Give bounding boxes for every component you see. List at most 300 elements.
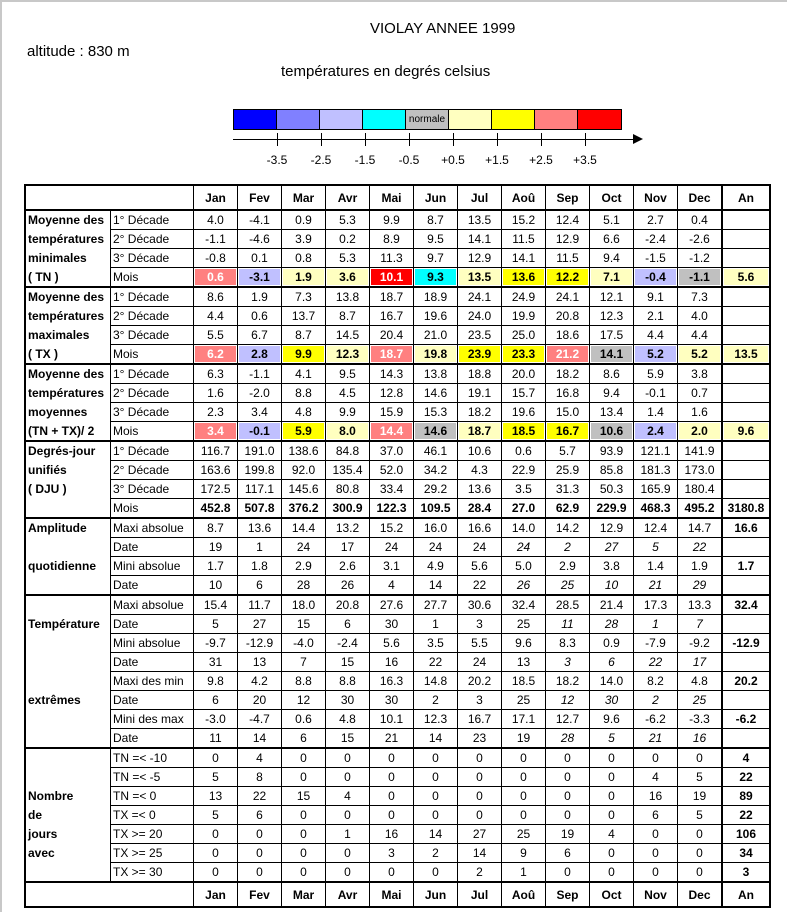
value-cell: 1.8 <box>238 557 282 576</box>
column-header: Oct <box>590 185 634 210</box>
value-cell: 0 <box>546 748 590 768</box>
column-header: Jan <box>194 882 238 907</box>
legend-swatch <box>277 110 320 129</box>
value-cell <box>326 422 370 442</box>
value-cell: 34.2 <box>414 461 458 480</box>
value-cell <box>238 345 282 365</box>
value-cell <box>722 691 770 710</box>
value-cell: 21 <box>634 729 678 749</box>
value-cell: 0 <box>238 863 282 883</box>
value-cell: 14.1 <box>458 230 502 249</box>
value-cell: 0 <box>502 806 546 825</box>
value-cell: 6 <box>326 615 370 634</box>
value-cell <box>722 615 770 634</box>
legend-tick <box>497 133 498 146</box>
value-cell: 16.6 <box>458 518 502 538</box>
value-cell: 199.8 <box>238 461 282 480</box>
anomaly-value: 7.1 <box>591 269 632 285</box>
anomaly-value: 16.7 <box>547 423 588 439</box>
value-cell: 4 <box>590 825 634 844</box>
legend-tick-label: +2.5 <box>529 153 553 167</box>
value-cell: 14.0 <box>590 672 634 691</box>
value-cell: 29 <box>678 576 723 596</box>
legend-tick <box>321 133 322 146</box>
value-cell: 16.6 <box>722 518 770 538</box>
value-cell: 89 <box>722 787 770 806</box>
value-cell: 0.9 <box>590 634 634 653</box>
value-cell: 13.5 <box>458 210 502 230</box>
value-cell: 9.9 <box>326 403 370 422</box>
value-cell: 24 <box>282 538 326 557</box>
value-cell <box>502 422 546 442</box>
value-cell: 19.6 <box>502 403 546 422</box>
value-cell: 23 <box>458 729 502 749</box>
column-header: An <box>722 185 770 210</box>
legend-swatch <box>578 110 621 129</box>
value-cell: 15.4 <box>194 595 238 615</box>
column-header: Dec <box>678 185 723 210</box>
value-cell <box>458 345 502 365</box>
value-cell: 0.6 <box>282 710 326 729</box>
legend-axis <box>233 139 633 140</box>
value-cell: 25.9 <box>546 461 590 480</box>
value-cell: 14 <box>414 576 458 596</box>
value-cell: 4 <box>370 576 414 596</box>
value-cell: -1.2 <box>678 249 723 268</box>
value-cell <box>502 345 546 365</box>
value-cell: 0 <box>634 844 678 863</box>
anomaly-value: 2.4 <box>635 423 676 439</box>
anomaly-value: 5.9 <box>283 423 324 439</box>
section-label: avec <box>25 844 111 863</box>
value-cell: 5 <box>678 768 723 787</box>
value-cell: 0.8 <box>282 249 326 268</box>
section-label <box>25 710 111 729</box>
value-cell: 24.9 <box>502 287 546 307</box>
value-cell: 32.4 <box>502 595 546 615</box>
section-label: extrêmes <box>25 691 111 710</box>
value-cell: 22 <box>458 576 502 596</box>
anomaly-value: 1.9 <box>283 269 324 285</box>
anomaly-value: 3.6 <box>327 269 368 285</box>
value-cell <box>194 268 238 288</box>
value-cell: 11.5 <box>502 230 546 249</box>
value-cell: 11 <box>194 729 238 749</box>
value-cell: 0.4 <box>678 210 723 230</box>
row-label: Mois <box>111 422 194 442</box>
value-cell <box>282 422 326 442</box>
arrow-right-icon <box>633 134 643 144</box>
value-cell <box>722 326 770 345</box>
value-cell: 13.8 <box>326 287 370 307</box>
value-cell <box>722 576 770 596</box>
value-cell: 116.7 <box>194 441 238 461</box>
value-cell: -0.1 <box>634 384 678 403</box>
value-cell: 30 <box>370 691 414 710</box>
value-cell: 1 <box>634 615 678 634</box>
section-label <box>25 595 111 615</box>
value-cell: 0 <box>590 787 634 806</box>
value-cell: 11.3 <box>370 249 414 268</box>
anomaly-value: 13.5 <box>459 269 500 285</box>
value-cell <box>634 422 678 442</box>
section-label <box>25 653 111 672</box>
legend-tick-label: -2.5 <box>310 153 332 167</box>
table-row <box>25 844 770 863</box>
value-cell: 34 <box>722 844 770 863</box>
corner-cell <box>25 185 194 210</box>
section-label: Température <box>25 615 111 634</box>
value-cell <box>678 268 723 288</box>
value-cell: 14.1 <box>502 249 546 268</box>
value-cell <box>546 268 590 288</box>
section-label: Moyenne des <box>25 287 111 307</box>
legend-swatch <box>492 110 535 129</box>
row-label: TN =< 0 <box>111 787 194 806</box>
value-cell: 2 <box>546 538 590 557</box>
value-cell: 5.6 <box>370 634 414 653</box>
row-label: Date <box>111 538 194 557</box>
legend-tick <box>409 133 410 146</box>
row-label: Maxi des min <box>111 672 194 691</box>
value-cell: 11.7 <box>238 595 282 615</box>
value-cell <box>634 345 678 365</box>
row-label: Maxi absolue <box>111 595 194 615</box>
value-cell <box>326 345 370 365</box>
anomaly-value: -3.1 <box>239 269 280 285</box>
value-cell: 0.7 <box>678 384 723 403</box>
value-cell: 0 <box>326 863 370 883</box>
value-cell: 0 <box>282 748 326 768</box>
value-cell: 2.9 <box>282 557 326 576</box>
value-cell: 5 <box>678 806 723 825</box>
value-cell: 18.2 <box>546 672 590 691</box>
value-cell: 22 <box>722 806 770 825</box>
value-cell: 0 <box>458 768 502 787</box>
value-cell: 2 <box>634 691 678 710</box>
value-cell: 3 <box>370 844 414 863</box>
value-cell: -4.0 <box>282 634 326 653</box>
anomaly-value: 13.5 <box>724 346 768 362</box>
value-cell <box>326 268 370 288</box>
value-cell: 0 <box>282 806 326 825</box>
row-label: 2° Décade <box>111 307 194 326</box>
anomaly-value: 9.3 <box>415 269 456 285</box>
section-label: Moyenne des <box>25 210 111 230</box>
value-cell: 0 <box>326 748 370 768</box>
value-cell: 8 <box>238 768 282 787</box>
value-cell <box>722 345 770 365</box>
value-cell: -3.3 <box>678 710 723 729</box>
value-cell: 0 <box>678 825 723 844</box>
value-cell: 5 <box>590 729 634 749</box>
value-cell <box>590 268 634 288</box>
legend-swatch: normale <box>406 110 449 129</box>
value-cell: 468.3 <box>634 499 678 519</box>
value-cell: 52.0 <box>370 461 414 480</box>
legend-tick <box>453 133 454 146</box>
value-cell: 2 <box>414 691 458 710</box>
value-cell: 3.1 <box>370 557 414 576</box>
value-cell: 19 <box>194 538 238 557</box>
value-cell: 4.9 <box>414 557 458 576</box>
value-cell: 9.9 <box>370 210 414 230</box>
value-cell: 18.9 <box>414 287 458 307</box>
value-cell: 3 <box>458 615 502 634</box>
value-cell: 26 <box>326 576 370 596</box>
legend-tick-label: -3.5 <box>266 153 288 167</box>
value-cell: 18.2 <box>458 403 502 422</box>
row-label: TN =< -10 <box>111 748 194 768</box>
value-cell: 15.2 <box>370 518 414 538</box>
value-cell: -1.1 <box>194 230 238 249</box>
value-cell: 17 <box>326 538 370 557</box>
anomaly-value: 6.2 <box>195 346 236 362</box>
value-cell: 12.7 <box>546 710 590 729</box>
anomaly-value: 9.9 <box>283 346 324 362</box>
value-cell: 5.5 <box>458 634 502 653</box>
anomaly-value: 12.3 <box>327 346 368 362</box>
section-label <box>25 538 111 557</box>
value-cell: 27 <box>458 825 502 844</box>
value-cell: 15.9 <box>370 403 414 422</box>
value-cell: 4.8 <box>678 672 723 691</box>
value-cell: 8.8 <box>282 384 326 403</box>
value-cell: 10 <box>590 576 634 596</box>
value-cell <box>458 422 502 442</box>
value-cell: 2.6 <box>326 557 370 576</box>
column-header: Mar <box>282 882 326 907</box>
value-cell: 8.7 <box>326 307 370 326</box>
value-cell: 0 <box>194 844 238 863</box>
value-cell <box>722 729 770 749</box>
value-cell: 0 <box>546 806 590 825</box>
color-legend <box>233 109 622 130</box>
value-cell <box>722 268 770 288</box>
value-cell: 25.0 <box>502 326 546 345</box>
value-cell: -1.5 <box>634 249 678 268</box>
value-cell: 1.7 <box>194 557 238 576</box>
value-cell: 9 <box>502 844 546 863</box>
value-cell: 0 <box>282 768 326 787</box>
value-cell: 16 <box>370 653 414 672</box>
column-header: Aoû <box>502 185 546 210</box>
value-cell: 4.4 <box>678 326 723 345</box>
value-cell: 15 <box>326 653 370 672</box>
value-cell: -4.7 <box>238 710 282 729</box>
table-row <box>25 230 770 249</box>
value-cell: 8.7 <box>282 326 326 345</box>
value-cell: 20.8 <box>546 307 590 326</box>
row-label: 3° Décade <box>111 326 194 345</box>
table-row <box>25 345 770 365</box>
value-cell <box>414 268 458 288</box>
value-cell: 145.6 <box>282 480 326 499</box>
value-cell: 8.7 <box>414 210 458 230</box>
value-cell: 16.7 <box>370 307 414 326</box>
value-cell: 507.8 <box>238 499 282 519</box>
value-cell <box>678 422 723 442</box>
section-label: températures <box>25 384 111 403</box>
value-cell: 0 <box>502 748 546 768</box>
anomaly-value: -0.1 <box>239 423 280 439</box>
value-cell: 19 <box>546 825 590 844</box>
value-cell: 5.9 <box>634 364 678 384</box>
value-cell: 3.4 <box>238 403 282 422</box>
value-cell: 14.2 <box>546 518 590 538</box>
value-cell: -4.6 <box>238 230 282 249</box>
value-cell <box>722 422 770 442</box>
value-cell: 0 <box>678 863 723 883</box>
value-cell: -4.1 <box>238 210 282 230</box>
value-cell: -2.0 <box>238 384 282 403</box>
value-cell: 24.0 <box>458 307 502 326</box>
value-cell: 84.8 <box>326 441 370 461</box>
row-label: TN =< -5 <box>111 768 194 787</box>
value-cell: 16 <box>678 729 723 749</box>
row-label: 2° Décade <box>111 230 194 249</box>
value-cell: 12.9 <box>590 518 634 538</box>
table-row <box>25 499 770 519</box>
value-cell: 0 <box>590 863 634 883</box>
value-cell: 141.9 <box>678 441 723 461</box>
value-cell: 26 <box>502 576 546 596</box>
value-cell: 80.8 <box>326 480 370 499</box>
value-cell: 0 <box>370 748 414 768</box>
value-cell: 24 <box>458 653 502 672</box>
value-cell: 21.4 <box>590 595 634 615</box>
section-label: ( DJU ) <box>25 480 111 499</box>
table-row <box>25 287 770 307</box>
value-cell: 0.1 <box>238 249 282 268</box>
value-cell: 2 <box>414 844 458 863</box>
value-cell <box>722 287 770 307</box>
value-cell: 13 <box>502 653 546 672</box>
row-label: Date <box>111 653 194 672</box>
value-cell: 4 <box>722 748 770 768</box>
value-cell: 5.0 <box>502 557 546 576</box>
section-label: Degrés-jour <box>25 441 111 461</box>
row-label: TX >= 30 <box>111 863 194 883</box>
value-cell: 28 <box>590 615 634 634</box>
value-cell: 2.1 <box>634 307 678 326</box>
value-cell: 452.8 <box>194 499 238 519</box>
value-cell: 62.9 <box>546 499 590 519</box>
value-cell: 5.3 <box>326 210 370 230</box>
value-cell: 6 <box>194 691 238 710</box>
value-cell: 14 <box>458 844 502 863</box>
legend-tick-label: -1.5 <box>354 153 376 167</box>
table-row <box>25 210 770 230</box>
value-cell <box>590 345 634 365</box>
value-cell: 24.1 <box>458 287 502 307</box>
value-cell: 14 <box>238 729 282 749</box>
value-cell: 8.7 <box>194 518 238 538</box>
value-cell: 14.7 <box>678 518 723 538</box>
row-label: Mini des max <box>111 710 194 729</box>
value-cell <box>722 307 770 326</box>
table-row <box>25 691 770 710</box>
value-cell: 8.6 <box>194 287 238 307</box>
value-cell: 4.1 <box>282 364 326 384</box>
value-cell: 6 <box>282 729 326 749</box>
value-cell: 1.9 <box>678 557 723 576</box>
value-cell <box>722 249 770 268</box>
value-cell: 9.4 <box>590 249 634 268</box>
value-cell: 121.1 <box>634 441 678 461</box>
value-cell: 13.8 <box>414 364 458 384</box>
value-cell: 18.5 <box>502 672 546 691</box>
value-cell: 0 <box>370 768 414 787</box>
value-cell <box>282 268 326 288</box>
row-label: 1° Décade <box>111 441 194 461</box>
value-cell: 495.2 <box>678 499 723 519</box>
value-cell: 24 <box>458 538 502 557</box>
value-cell: 13.7 <box>282 307 326 326</box>
value-cell: 8.9 <box>370 230 414 249</box>
column-header: Avr <box>326 882 370 907</box>
section-label: ( TX ) <box>25 345 111 365</box>
value-cell: 0 <box>590 748 634 768</box>
section-label: jours <box>25 825 111 844</box>
value-cell: 20 <box>238 691 282 710</box>
value-cell: 33.4 <box>370 480 414 499</box>
value-cell: 30.6 <box>458 595 502 615</box>
value-cell: 17 <box>678 653 723 672</box>
value-cell: 16 <box>370 825 414 844</box>
value-cell: 20.0 <box>502 364 546 384</box>
table-row <box>25 634 770 653</box>
value-cell: 3 <box>722 863 770 883</box>
value-cell: 5 <box>634 538 678 557</box>
value-cell: 28.5 <box>546 595 590 615</box>
row-label: 1° Décade <box>111 287 194 307</box>
anomaly-value: 5.6 <box>724 269 768 285</box>
legend-tick-label: +3.5 <box>573 153 597 167</box>
value-cell: 0 <box>414 748 458 768</box>
value-cell: -6.2 <box>634 710 678 729</box>
value-cell: 0.6 <box>238 307 282 326</box>
anomaly-value: 10.1 <box>371 269 412 285</box>
legend-tick-label: -0.5 <box>398 153 420 167</box>
value-cell: 0 <box>282 825 326 844</box>
table-row <box>25 538 770 557</box>
value-cell <box>722 230 770 249</box>
section-label: (TN + TX)/ 2 <box>25 422 111 442</box>
row-label: 2° Décade <box>111 461 194 480</box>
value-cell: 1.6 <box>678 403 723 422</box>
value-cell: 13 <box>238 653 282 672</box>
value-cell: 0 <box>326 768 370 787</box>
table-row <box>25 576 770 596</box>
section-label <box>25 634 111 653</box>
value-cell: 0 <box>678 748 723 768</box>
value-cell: 13.3 <box>678 595 723 615</box>
value-cell: 9.6 <box>590 710 634 729</box>
value-cell: 14 <box>414 825 458 844</box>
value-cell: 20.8 <box>326 595 370 615</box>
value-cell: 9.4 <box>590 384 634 403</box>
anomaly-value: 13.6 <box>503 269 544 285</box>
value-cell <box>546 345 590 365</box>
legend-tick <box>365 133 366 146</box>
value-cell: 18.2 <box>546 364 590 384</box>
value-cell: 3 <box>546 653 590 672</box>
value-cell: 27.0 <box>502 499 546 519</box>
value-cell: 4 <box>326 787 370 806</box>
row-label: Mini absolue <box>111 557 194 576</box>
legend-tick <box>585 133 586 146</box>
